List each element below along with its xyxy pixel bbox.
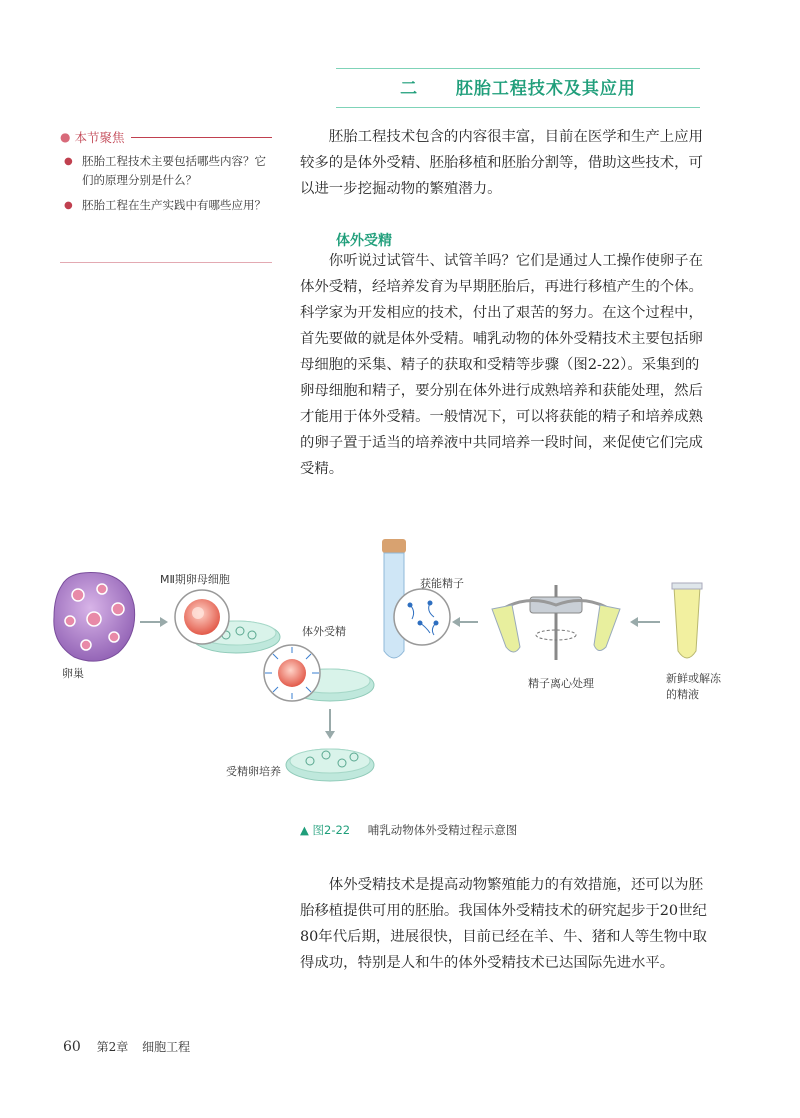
page-footer (63, 1038, 190, 1055)
body-paragraph-2: 体外受精技术是提高动物繁殖能力的有效措施，还可以为胚胎移植提供可用的胚胎。我国体外受精技术的研究起步于20世纪80年代后期，进展很快，目前已经在羊、牛、猪和人等生物中取得成功，特别是人和牛的体外受精技术已达国际先进水平。 (300, 877, 707, 971)
ivf-diagram (40, 525, 770, 825)
arrow-2-head (452, 617, 460, 627)
ivf-dish (264, 645, 374, 701)
label-centrifuge: 精子离心处理 (528, 677, 594, 690)
focus-question (60, 196, 272, 215)
centrifuge (492, 585, 620, 660)
body-paragraph-1: 你听说过试管牛、试管羊吗？它们是通过人工操作使卵子在体外受精，经培养发育为早期胚胎后，再进行移植产生的个体。科学家为开发相应的技术，付出了艰苦的努力。在这个过程中，首先要做的就是体外受精。哺乳动物的体外受精技术主要包括卵母细胞的采集、精子的获取和受精等步骤（图2-22）。采集到的卵母细胞和精子，要分别在体外进行成熟培养和获能处理，然后才能用于体外受精。一般情况下，可以将获能的精子和培养成熟的卵子置于适当的培养液中共同培养一段时间，来促使它们完成受精。 (300, 253, 703, 477)
label-semen: 新鲜或解冻的精液 (666, 672, 721, 701)
bullet-icon: ● (64, 156, 73, 167)
figure-2-22 (40, 525, 770, 825)
ovary-illustration (54, 573, 135, 662)
section-title-text: 胚胎工程技术及其应用 (455, 79, 636, 99)
label-capacitated-sperm: 获能精子 (420, 577, 464, 590)
focus-question-text: 胚胎工程技术主要包括哪些内容？它们的原理分别是什么？ (82, 154, 266, 187)
zygote-culture-dish (286, 749, 374, 781)
figure-number-text: 图2-22 (312, 823, 351, 837)
chapter-title: 细胞工程 (142, 1040, 191, 1054)
figure-caption (300, 822, 517, 838)
arrow-4-head (325, 731, 335, 739)
title-rule-top (336, 68, 700, 69)
title-rule-bottom (336, 107, 700, 108)
focus-heading-text: 本节聚焦 (74, 130, 125, 145)
page-number: 60 (63, 1039, 81, 1055)
section-number: 二 (400, 79, 419, 99)
intro-paragraph: 胚胎工程技术包含的内容很丰富，目前在医学和生产上应用较多的是体外受精、胚胎移植和胚胎分割等，借助这些技术，可以进一步挖掘动物的繁殖潜力。 (300, 129, 703, 197)
focus-box (60, 128, 272, 215)
focus-question-text: 胚胎工程在生产实践中有哪些应用？ (82, 198, 266, 212)
oocyte-dish (175, 590, 280, 653)
focus-dot-icon: ● (60, 130, 71, 144)
arrow-3-head (630, 617, 638, 627)
focus-heading (60, 128, 272, 146)
label-ovary: 卵巢 (62, 667, 84, 680)
label-ivf: 体外受精 (302, 625, 346, 638)
figure-caption-text: 哺乳动物体外受精过程示意图 (367, 823, 518, 837)
subsection-heading: 体外受精 (336, 233, 392, 249)
section-title (336, 74, 700, 99)
test-tube (382, 539, 450, 658)
figure-number: ▲ 图2-22 (300, 823, 351, 837)
focus-box-bottom-rule (60, 262, 272, 263)
chapter-number: 第2章 (96, 1040, 129, 1054)
focus-question (60, 152, 272, 190)
arrow-1-head (160, 617, 168, 627)
bullet-icon: ● (64, 200, 73, 211)
label-zygote-culture: 受精卵培养 (226, 765, 281, 778)
focus-heading-line (131, 137, 273, 138)
label-oocyte: MⅡ期卵母细胞 (160, 573, 230, 586)
semen-tube (672, 583, 702, 658)
